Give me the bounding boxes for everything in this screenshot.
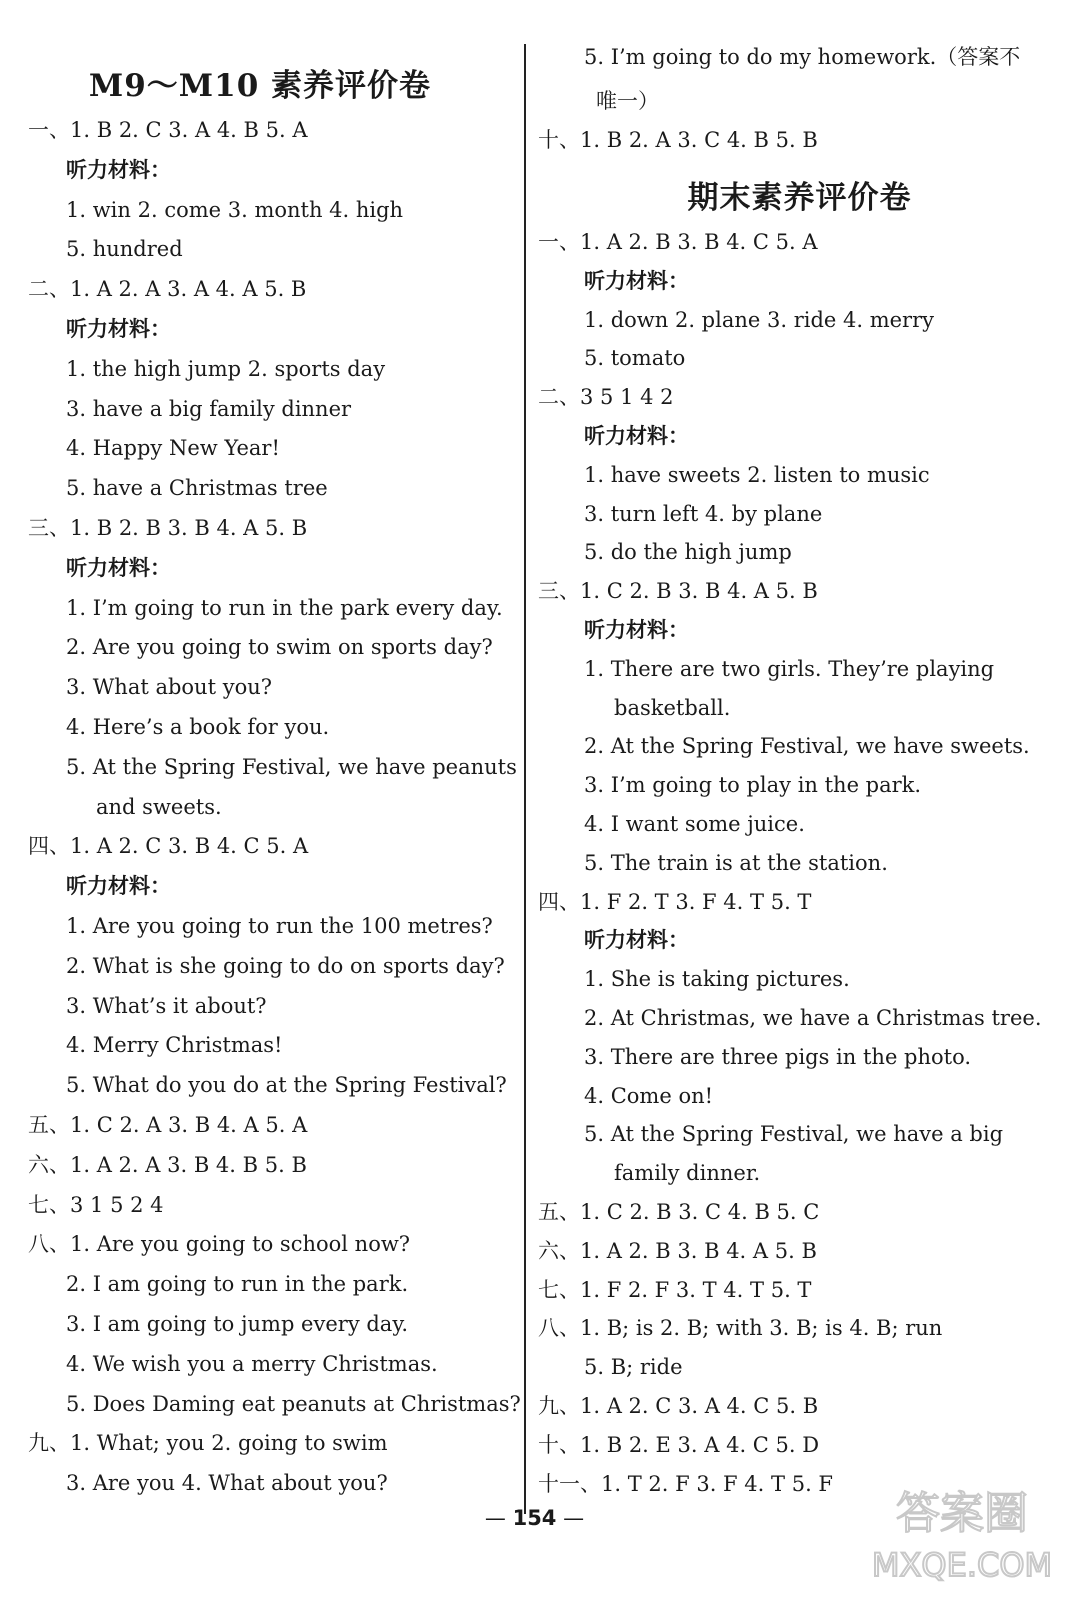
answer-heading: 九、1. What; you 2. going to swim xyxy=(28,1431,388,1456)
answer-line: 3. I am going to jump every day. xyxy=(66,1312,409,1336)
answer-line: 5. At the Spring Festival, we have peanuts xyxy=(66,754,517,779)
answer-heading: 六、1. A 2. B 3. B 4. A 5. B xyxy=(538,1238,817,1263)
answer-heading: 二、3 5 1 4 2 xyxy=(538,385,674,410)
answer-line: 4. Here’s a book for you. xyxy=(66,715,330,739)
listening-material-label: 听力材料： xyxy=(66,316,171,341)
listening-material-label: 听力材料： xyxy=(584,927,689,953)
listening-material-label: 听力材料： xyxy=(66,554,171,580)
answer-line: 1. win 2. come 3. month 4. high xyxy=(66,197,404,222)
answer-line: 1. down 2. plane 3. ride 4. merry xyxy=(584,307,934,332)
watermark-text: 答案圈 xyxy=(896,1488,1028,1539)
listening-material-label: 听力材料： xyxy=(584,423,689,448)
page-footer: — 154 — xyxy=(484,1506,585,1530)
answer-line: 3. What about you? xyxy=(66,675,272,700)
watermark-logo xyxy=(872,1468,1052,1588)
answer-line: 3. Are you 4. What about you? xyxy=(66,1471,388,1496)
answer-line: 4. I want some juice. xyxy=(584,812,805,836)
listening-material-label: 听力材料： xyxy=(584,617,689,642)
answer-line: 唯一） xyxy=(596,89,659,113)
answer-line: 十、1. B 2. A 3. C 4. B 5. B xyxy=(538,128,818,152)
answer-line: 5. The train is at the station. xyxy=(584,850,888,875)
listening-material-label: 听力材料： xyxy=(584,267,689,293)
answer-line: 5. I’m going to do my homework.（答案不 xyxy=(584,45,1021,69)
answer-line: 4. Come on! xyxy=(584,1083,714,1108)
answer-line: 5. have a Christmas tree xyxy=(66,476,328,501)
answer-line: 4. Merry Christmas! xyxy=(66,1033,283,1058)
section-title: 期末素养评价卷 xyxy=(687,180,912,216)
answer-line: 1. the high jump 2. sports day xyxy=(66,356,386,381)
answer-line: 3. I’m going to play in the park. xyxy=(584,773,922,798)
answer-heading: 五、1. C 2. B 3. C 4. B 5. C xyxy=(538,1200,820,1224)
answer-heading: 五、1. C 2. A 3. B 4. A 5. A xyxy=(28,1113,308,1137)
answer-heading: 十、1. B 2. E 3. A 4. C 5. D xyxy=(538,1432,820,1457)
answer-line: 5. What do you do at the Spring Festival? xyxy=(66,1073,507,1098)
answer-line: 4. We wish you a merry Christmas. xyxy=(66,1351,438,1376)
answer-line: 5. tomato xyxy=(584,346,686,371)
answer-line: 2. At the Spring Festival, we have sweets. xyxy=(584,734,1030,759)
answer-line: 5. B; ride xyxy=(584,1355,683,1380)
answer-heading: 十一、1. T 2. F 3. F 4. T 5. F xyxy=(538,1471,833,1496)
answer-heading: 四、1. A 2. C 3. B 4. C 5. A xyxy=(28,834,309,859)
answer-line: 5. Does Daming eat peanuts at Christmas? xyxy=(66,1391,521,1416)
watermark-url: MXQE.COM xyxy=(872,1546,1052,1584)
section-title: M9～M10 素养评价卷 xyxy=(88,68,432,104)
answer-heading: 一、1. B 2. C 3. A 4. B 5. A xyxy=(28,118,308,142)
answer-line: 3. What’s it about? xyxy=(66,993,267,1018)
answer-line: 1. There are two girls. They’re playing xyxy=(584,656,995,681)
answer-heading: 八、1. B; is 2. B; with 3. B; is 4. B; run xyxy=(538,1316,943,1341)
answer-line: 4. Happy New Year! xyxy=(66,436,280,461)
answer-line: 1. I’m going to run in the park every day. xyxy=(66,595,503,620)
answer-line: 5. At the Spring Festival, we have a big xyxy=(584,1122,1004,1147)
answer-line: 2. I am going to run in the park. xyxy=(66,1272,409,1297)
listening-material-label: 听力材料： xyxy=(66,156,171,182)
page-number: 154 xyxy=(512,1506,557,1530)
answer-line: basketball. xyxy=(614,695,731,720)
answer-heading: 七、3 1 5 2 4 xyxy=(28,1192,164,1217)
answer-line: 2. What is she going to do on sports day? xyxy=(66,953,505,978)
answer-line: 3. There are three pigs in the photo. xyxy=(584,1044,972,1069)
answer-line: 3. have a big family dinner xyxy=(66,396,352,421)
answer-heading: 七、1. F 2. F 3. T 4. T 5. T xyxy=(538,1277,812,1302)
answer-heading: 六、1. A 2. A 3. B 4. B 5. B xyxy=(28,1152,307,1177)
answer-heading: 八、1. Are you going to school now? xyxy=(28,1232,411,1257)
answer-heading: 三、1. B 2. B 3. B 4. A 5. B xyxy=(28,516,308,540)
answer-line: 2. Are you going to swim on sports day? xyxy=(66,635,493,660)
answer-line: 5. do the high jump xyxy=(584,540,792,565)
answer-line: 1. have sweets 2. listen to music xyxy=(584,462,930,487)
answer-heading: 九、1. A 2. C 3. A 4. C 5. B xyxy=(538,1394,819,1418)
answer-heading: 四、1. F 2. T 3. F 4. T 5. T xyxy=(538,889,812,914)
answer-heading: 三、1. C 2. B 3. B 4. A 5. B xyxy=(538,579,818,604)
answer-line: 1. Are you going to run the 100 metres? xyxy=(66,914,493,938)
column-divider xyxy=(524,44,526,1514)
answer-line: 5. hundred xyxy=(66,237,183,262)
answer-line: 3. turn left 4. by plane xyxy=(584,501,823,526)
answer-heading: 二、1. A 2. A 3. A 4. A 5. B xyxy=(28,277,307,302)
answer-heading: 一、1. A 2. B 3. B 4. C 5. A xyxy=(538,230,818,254)
answer-line: and sweets. xyxy=(96,794,222,819)
answer-line: 1. She is taking pictures. xyxy=(584,967,850,992)
answer-line: family dinner. xyxy=(614,1161,761,1186)
listening-material-label: 听力材料： xyxy=(66,873,171,899)
answer-line: 2. At Christmas, we have a Christmas tree. xyxy=(584,1006,1042,1030)
